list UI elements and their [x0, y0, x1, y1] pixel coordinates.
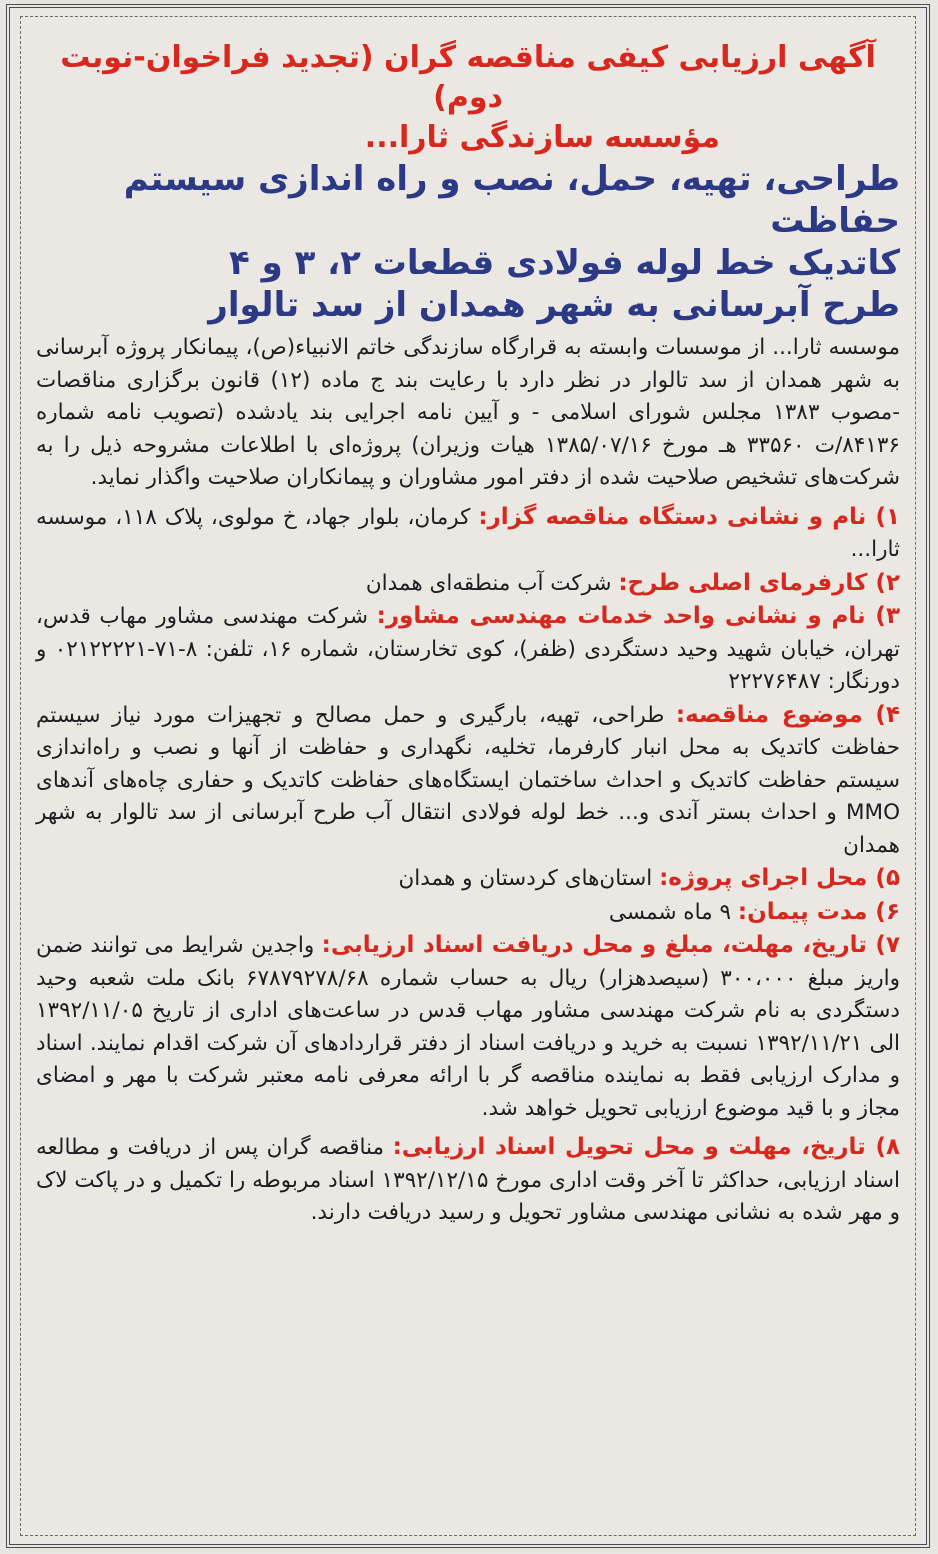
section-7-title: ۷) تاریخ، مهلت، مبلغ و محل دریافت اسناد ارزیابی:	[321, 932, 900, 958]
ad-title: آگهی ارزیابی کیفی مناقصه گران (تجدید فراخوان-نوبت دوم)	[60, 40, 876, 115]
section-1-title: ۱) نام و نشانی دستگاه مناقصه گزار:	[478, 503, 901, 530]
ad-content	[36, 38, 900, 1230]
section-2-title: ۲) کارفرمای اصلی طرح:	[618, 569, 900, 596]
section-3-text: شرکت مهندسی مشاور مهاب قدس، تهران، خیابان شهید وحید دستگردی (ظفر)، کوی تخارستان، شماره ۱۶، تلفن: ۸-۷۱-۰۲۱۲۲۲۲۱ و دورنگار: ۲۲۲۷۶۴۸۷	[36, 604, 900, 694]
section-6-text: ۹ ماه شمسی	[608, 899, 732, 925]
section-7	[36, 929, 900, 1125]
section-1-text: کرمان، بلوار جهاد، خ مولوی، پلاک ۱۱۸، موسسه ثارا...	[36, 504, 900, 562]
section-5-title: ۵) محل اجرای پروژه:	[659, 865, 900, 891]
section-8-text: مناقصه گران پس از دریافت و مطالعه اسناد ارزیابی، حداکثر تا آخر وقت اداری مورخ ۱۳۹۲/۱۲/۱۵ اسناد مربوطه را تکمیل و در پاکت لاک و مهر شده به نشانی مهندسی مشاور تحویل و رسید دریافت دارند.	[36, 1135, 900, 1225]
ad-frame	[6, 4, 930, 1548]
section-4-text: طراحی، تهیه، بارگیری و حمل مصالح و تجهیزات مورد نیاز سیستم حفاظت کاتدیک به محل انبار کارفرما، تخلیه، نگهداری و حفاظت از آنها و نصب و راه‌اندازی سیستم حفاظت کاتدیک و احداث ساختمان ایستگاه‌های حفاظت کاتدیک و حفاری چاه‌های آندهای MMO و احداث بستر آندی و... خط لوله فولادی انتقال آب طرح آبرسانی از سد تالوار به شهر همدان	[36, 702, 900, 858]
section-4	[36, 699, 900, 863]
section-6	[36, 896, 900, 930]
section-4-title: ۴) موضوع مناقصه:	[675, 701, 900, 728]
section-5-text: استان‌های کردستان و همدان	[398, 866, 653, 891]
section-2-text: شرکت آب منطقه‌ای همدان	[365, 570, 612, 596]
section-6-title: ۶) مدت پیمان:	[737, 898, 900, 925]
section-7-text: واجدین شرایط می توانند ضمن واریز مبلغ ۳۰۰،۰۰۰ (سیصدهزار) ریال به حساب شماره ۶۷۸۷۹۲۷۸/۶۸ بانک ملت شعبه وحید دستگردی به نام شرکت مهندسی مشاور مهاب قدس در ساعت‌های اداری از تاریخ ۱۳۹۲/۱۱/۰۵ الی ۱۳۹۲/۱۱/۲۱ نسبت به خرید و دریافت اسناد از دفتر قراردادهای آن شرکت اقدام نمایند. اسناد و مدارک ارزیابی فقط به نماینده مناقصه گر با ارائه معرفی نامه معتبر شرکت با مهر و امضای مجاز و با قید موضوع ارزیابی تحویل خواهد شد.	[36, 933, 900, 1121]
ad-intro-paragraph: موسسه ثارا... از موسسات وابسته به قرارگاه سازندگی خاتم الانبیاء(ص)، پیمانکار پروژه آبرسانی به شهر همدان از سد تالوار در نظر دارد با رعایت بند ج ماده (۱۲) قانون برگزاری مناقصات -مصوب ۱۳۸۳ مجلس شورای اسلامی - و آیین نامه اجرایی بند یادشده (تصویب نامه شماره ۸۴۱۳۶/ت ۳۳۵۶۰ هـ مورخ ۱۳۸۵/۰۷/۱۶ هیات وزیران) پروژه‌ای با اطلاعات مشروحه ذیل را به شرکت‌های تشخیص صلاحیت شده از دفتر امور مشاوران و پیمانکاران صلاحیت واگذار نماید.	[36, 335, 900, 490]
section-8	[36, 1131, 900, 1230]
ad-project-title-3: طرح آبرسانی به شهر همدان از سد تالوار	[208, 285, 900, 325]
section-5	[36, 862, 900, 896]
section-2	[36, 567, 900, 601]
ad-organization: مؤسسه سازندگی ثارا...	[364, 120, 720, 155]
section-3-title: ۳) نام و نشانی واحد خدمات مهندسی مشاور:	[376, 603, 900, 629]
ad-project-title-2: کاتدیک خط لوله فولادی قطعات ۲، ۳ و ۴	[229, 243, 900, 283]
ad-project-title-1: طراحی، تهیه، حمل، نصب و راه اندازی سیستم حفاظت	[123, 159, 900, 241]
section-8-title: ۸) تاریخ، مهلت و محل تحویل اسناد ارزیابی:	[392, 1134, 901, 1160]
section-1	[36, 501, 900, 567]
section-3	[36, 600, 900, 699]
